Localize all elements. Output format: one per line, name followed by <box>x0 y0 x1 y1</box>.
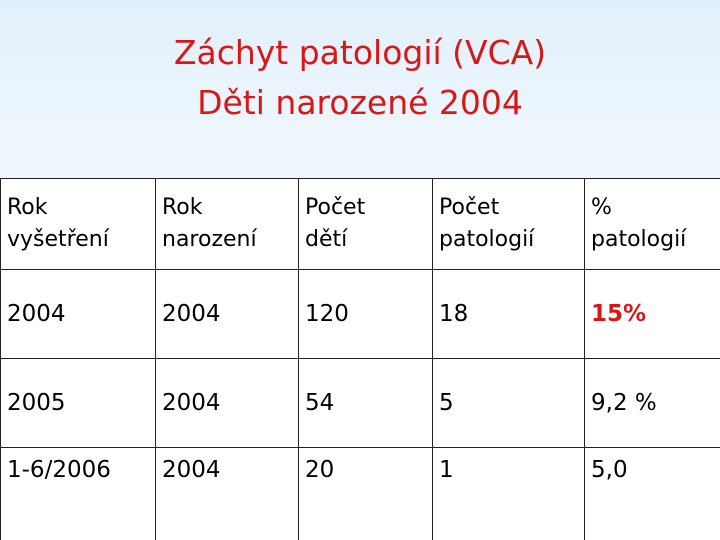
title-line-1: Záchyt patologií (VCA) <box>173 33 547 72</box>
header-cell-children-count: Počet dětí <box>299 179 433 270</box>
slide-title <box>0 28 720 128</box>
cell-children-count: 54 <box>299 359 433 448</box>
header-cell-exam-year: Rok vyšetření <box>1 179 156 270</box>
pathology-table <box>0 178 720 540</box>
cell-birth-year: 2004 <box>156 359 299 448</box>
cell-pathology-percent: 9,2 % <box>585 359 720 448</box>
cell-pathology-count: 18 <box>433 270 585 359</box>
cell-children-count: 20 <box>299 448 433 540</box>
table-row <box>1 270 720 359</box>
cell-pathology-percent: 5,0 <box>585 448 720 540</box>
table-header-row <box>1 179 720 270</box>
title-line-2: Děti narozené 2004 <box>197 83 523 122</box>
cell-exam-year: 2004 <box>1 270 156 359</box>
header-cell-pathology-count: Počet patologií <box>433 179 585 270</box>
header-cell-pathology-percent: % patologií <box>585 179 720 270</box>
cell-birth-year: 2004 <box>156 448 299 540</box>
table-row <box>1 448 720 540</box>
cell-exam-year: 2005 <box>1 359 156 448</box>
cell-children-count: 120 <box>299 270 433 359</box>
cell-pathology-percent-highlight: 15% <box>585 270 720 359</box>
table-row <box>1 359 720 448</box>
cell-exam-year: 1-6/2006 <box>1 448 156 540</box>
cell-birth-year: 2004 <box>156 270 299 359</box>
cell-pathology-count: 5 <box>433 359 585 448</box>
header-cell-birth-year: Rok narození <box>156 179 299 270</box>
cell-pathology-count: 1 <box>433 448 585 540</box>
